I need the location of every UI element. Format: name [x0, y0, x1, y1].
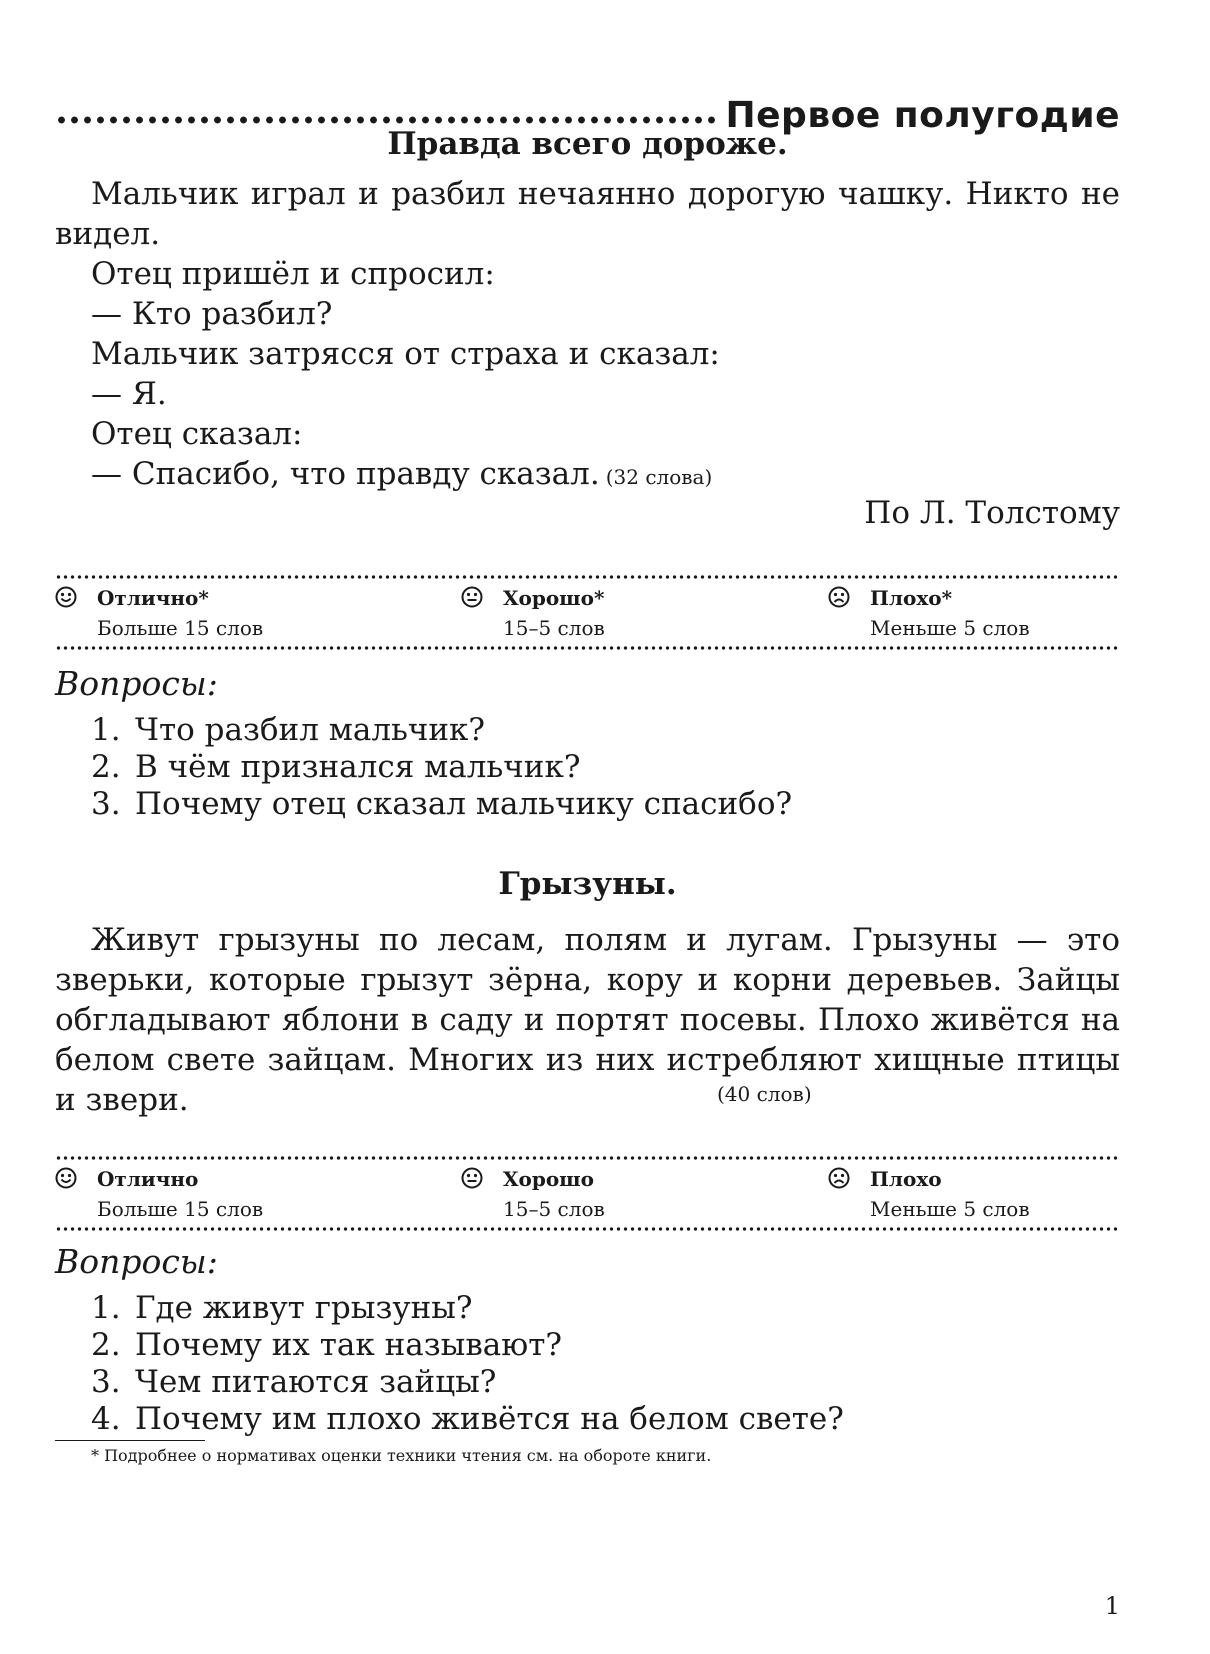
- story-line: Мальчик затрясся от страха и сказал:: [91, 336, 720, 372]
- story-paragraph: Мальчик играл и разбил нечаянно дорогую чашку. Никто не видел.: [55, 176, 1120, 252]
- question-number: 1.: [91, 1290, 121, 1326]
- story-title: Грызуны.: [498, 866, 677, 902]
- story-title: Правда всего дороже.: [387, 126, 788, 162]
- questions-list: [91, 1290, 844, 1438]
- question-text: Что разбил мальчик?: [135, 712, 486, 748]
- dotted-divider: [55, 1156, 1120, 1160]
- dotted-divider: [55, 646, 1120, 650]
- rating-range: Больше 15 слов: [97, 616, 264, 640]
- page-number: 1: [1104, 1592, 1120, 1620]
- rating-label: Отлично: [97, 1167, 199, 1191]
- question-number: 2.: [91, 749, 121, 785]
- story-text: [55, 174, 1120, 497]
- question-item: [91, 1290, 844, 1327]
- questions-heading: Вопросы:: [55, 1242, 218, 1281]
- questions-list: [91, 712, 792, 823]
- story-last-line: [91, 454, 1120, 497]
- neutral-face-icon: [461, 1167, 483, 1189]
- rating-range: Меньше 5 слов: [870, 616, 1030, 640]
- section-title: Первое полугодие: [725, 95, 1120, 136]
- story-author: По Л. Толстому: [864, 495, 1120, 531]
- question-text: Почему отец сказал мальчику спасибо?: [135, 786, 793, 822]
- rating-range: 15–5 слов: [503, 1197, 605, 1221]
- rating-row: [55, 1165, 1120, 1227]
- question-text: Почему их так называют?: [135, 1327, 563, 1363]
- footnote-rule: [55, 1440, 205, 1441]
- rating-label: Хорошо: [503, 1167, 595, 1191]
- smile-face-icon: [55, 586, 77, 608]
- rating-range: 15–5 слов: [503, 616, 605, 640]
- rating-range: Меньше 5 слов: [870, 1197, 1030, 1221]
- smile-face-icon: [55, 1167, 77, 1189]
- rating-label: Плохо: [870, 1167, 942, 1191]
- question-text: Где живут грызуны?: [135, 1290, 473, 1326]
- story-line: — Кто разбил?: [91, 296, 333, 332]
- story-paragraph: Живут грызуны по лесам, полям и лугам. Грызуны — это зверьки, которые грызут зёрна, кору и корни деревьев. Зайцы обгладывают яблони в саду и портят посевы. Плохо живётся на белом свете зайцам. Многих из них истребляют хищные птицы и звери.: [55, 922, 1120, 1118]
- question-item: [91, 749, 792, 786]
- question-item: [91, 786, 792, 823]
- footnote: * Подробнее о нормативах оценки техники чтения см. на обороте книги.: [91, 1446, 712, 1465]
- question-text: В чём признался мальчик?: [135, 749, 581, 785]
- question-item: [91, 1364, 844, 1401]
- questions-heading: Вопросы:: [55, 664, 218, 703]
- story-line: Отец пришёл и спросил:: [91, 256, 495, 292]
- document-page: [55, 68, 1120, 1628]
- question-item: [91, 1401, 844, 1438]
- story-line: — Спасибо, что правду сказал.: [91, 456, 600, 492]
- header-dotted-leader: [55, 116, 718, 124]
- question-text: Чем питаются зайцы?: [135, 1364, 497, 1400]
- question-number: 3.: [91, 786, 121, 822]
- rating-label: Плохо*: [870, 586, 953, 610]
- question-item: [91, 1327, 844, 1364]
- story-word-count-line: [55, 1070, 1120, 1110]
- rating-range: Больше 15 слов: [97, 1197, 264, 1221]
- sad-face-icon: [828, 586, 850, 608]
- dotted-divider: [55, 1227, 1120, 1231]
- neutral-face-icon: [461, 586, 483, 608]
- question-number: 2.: [91, 1327, 121, 1363]
- rating-row: [55, 584, 1120, 646]
- sad-face-icon: [828, 1167, 850, 1189]
- story-line: — Я.: [91, 376, 167, 412]
- question-number: 1.: [91, 712, 121, 748]
- story-line: Отец сказал:: [91, 416, 303, 452]
- word-count: (40 слов): [717, 1082, 812, 1106]
- question-item: [91, 712, 792, 749]
- rating-label: Хорошо*: [503, 586, 605, 610]
- question-number: 3.: [91, 1364, 121, 1400]
- question-number: 4.: [91, 1401, 121, 1437]
- question-text: Почему им плохо живётся на белом свете?: [135, 1401, 844, 1437]
- word-count: (32 слова): [605, 465, 713, 489]
- dotted-divider: [55, 575, 1120, 579]
- rating-label: Отлично*: [97, 586, 209, 610]
